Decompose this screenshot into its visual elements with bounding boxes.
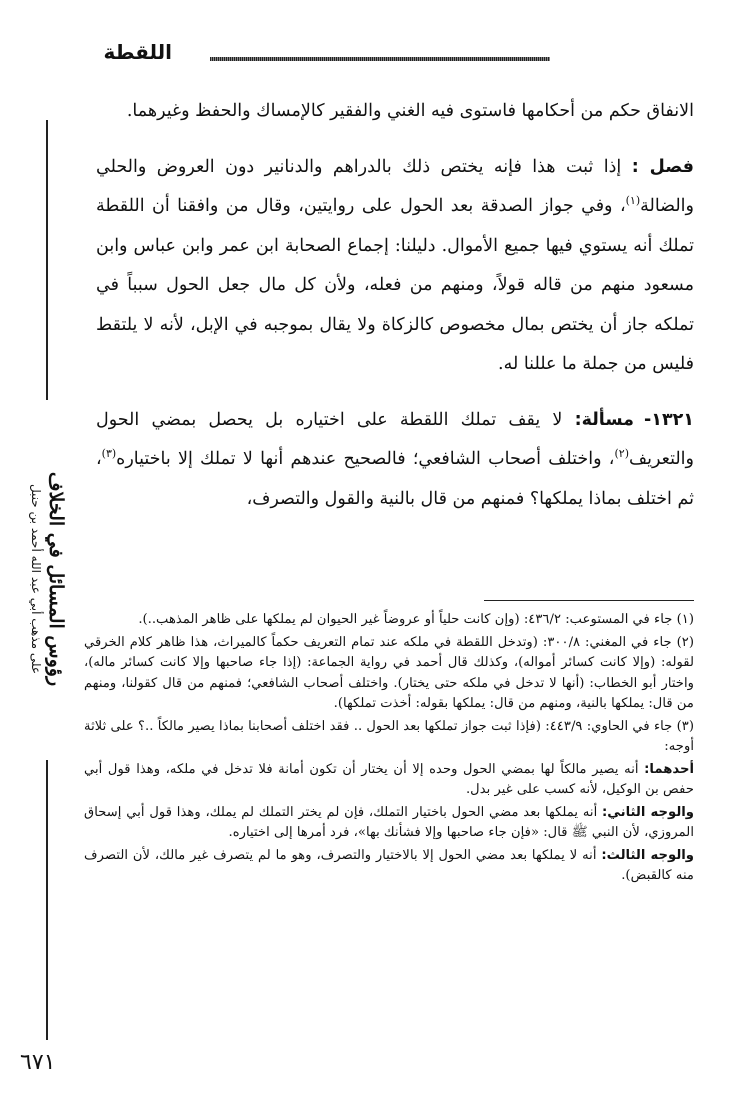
- masala-label: مسألة:: [574, 409, 634, 430]
- option-2-label: والوجه الثاني:: [602, 804, 694, 820]
- main-text: [96, 92, 694, 519]
- page-number: ٦٧١: [20, 1050, 56, 1075]
- paragraph-1: الانفاق حكم من أحكامها فاستوى فيه الغني والفقير كالإمساك والحفظ وغيرهما.: [126, 101, 694, 121]
- book-subtitle: على مذهب أبي عبد الله أحمد بن حنبل: [29, 483, 43, 675]
- footnote-3-option-2: [84, 803, 694, 844]
- masala-text-c: ، ثم اختلف بماذا يملكها؟ فمنهم من قال بالنية والقول والتصرف،: [96, 449, 694, 509]
- option-2-text: أنه يملكها بعد مضي الحول باختيار التملك، فإن لم يختر التملك لم يملك، وهذا قول أبي إسحاق المروزي، لأن النبي ﷺ قال: «فإن جاء صاحبها وإلا فشأنك بها»، فرد أمرها إلى اختياره.: [84, 804, 694, 840]
- footnotes: [84, 610, 694, 889]
- footnote-3: (٣) جاء في الحاوي: ٤٤٣/٩: (فإذا ثبت جواز تملكها بعد الحول .. فقد اختلف أصحابنا بماذا يصير مالكاً ..؟ على ثلاثة أوجه:: [84, 718, 694, 754]
- masala-text-b: ، واختلف أصحاب الشافعي؛ فالصحيح عندهم أنها لا تملك إلا باختياره: [116, 449, 615, 469]
- fasl-label: فصل :: [631, 156, 694, 177]
- option-1-text: أنه يصير مالكاً لها بمضي الحول وحده إلا أن يختار أن تكون أمانة فلا تدخل في ملكه، وهذا قول أبي حفص بن الوكيل، لأنه كسب على غير بدل.: [84, 761, 694, 797]
- masala-text-a: لا يقف تملك اللقطة على اختياره بل يحصل بمضي الحول والتعريف: [96, 409, 694, 469]
- header-rule: [210, 57, 550, 61]
- option-1-label: أحدهما:: [644, 761, 694, 777]
- fasl-text-a: إذا ثبت هذا فإنه يختص ذلك بالدراهم والدنانير دون العروض والحلي والضالة: [96, 156, 694, 216]
- footnote-ref-2[interactable]: (٢): [614, 447, 629, 461]
- footnote-3-option-3: [84, 846, 694, 887]
- option-3-text: أنه لا يملكها بعد مضي الحول إلا بالاختيار والتصرف، وهو ما لم يتصرف غير مالك، لأن التصرف منه كالقبض).: [84, 847, 694, 883]
- footnote-1: (١) جاء في المستوعب: ٤٣٦/٢: (وإن كانت حلياً أو عروضاً غير الحيوان لم يملكها على ظاهر المذهب..).: [138, 612, 694, 627]
- footnote-ref-1[interactable]: (١): [625, 194, 641, 208]
- footnote-separator: [484, 600, 694, 601]
- footnote-3-option-1: [84, 760, 694, 801]
- side-rule-bottom: [46, 760, 48, 1040]
- running-header-title: اللقطة: [103, 40, 172, 64]
- issue-number: ١٣٢١-: [644, 409, 694, 430]
- paragraph-masala: [96, 401, 694, 520]
- footnote-ref-3[interactable]: (٣): [101, 447, 117, 461]
- side-margin-title: [8, 120, 88, 1040]
- paragraph-fasl: [96, 148, 694, 385]
- footnote-2: (٢) جاء في المغني: ٣٠٠/٨: (وتدخل اللقطة في ملكه عند تمام التعريف حكماً كالميراث، هذا ظاهر كلام الخرقي لقوله: (وإلا كانت كسائر أمواله)، وكذلك قال أحمد في رواية الجماعة: (إذا جاء صاحبها وإلا كانت كسائر ماله)، واختار أبو الخطاب: (أنها لا تدخل في ملكه حتى يختار). واختلف أصحاب الشافعي؛ فمنهم من قال كقولنا، ومنهم من قال: يملكها بالنية، ومنهم من قال: يملكها بقوله: أخذت تملكها).: [84, 634, 694, 711]
- side-vertical-text: [29, 409, 67, 749]
- side-rule-top: [46, 120, 48, 400]
- book-title: رؤوس المسائل في الخلاف: [45, 471, 67, 687]
- option-3-label: والوجه الثالث:: [601, 847, 694, 863]
- fasl-text-b: ، وفي جواز الصدقة بعد الحول على روايتين، وقال من وافقنا أن اللقطة تملك أنه يستوي فيها جميع الأموال. دليلنا: إجماع الصحابة ابن عمر وابن عباس وابن مسعود منهم من قاله قولاً، ومنهم من فعله، ولأن كل مال جعل الحول سبباً في تملكه جاز أن يختص بمال مخصوص كالزكاة ولا يقال بموجبه في الإبل، لأنه لا يلتقط فليس من جملة ما عللنا له.: [96, 196, 694, 374]
